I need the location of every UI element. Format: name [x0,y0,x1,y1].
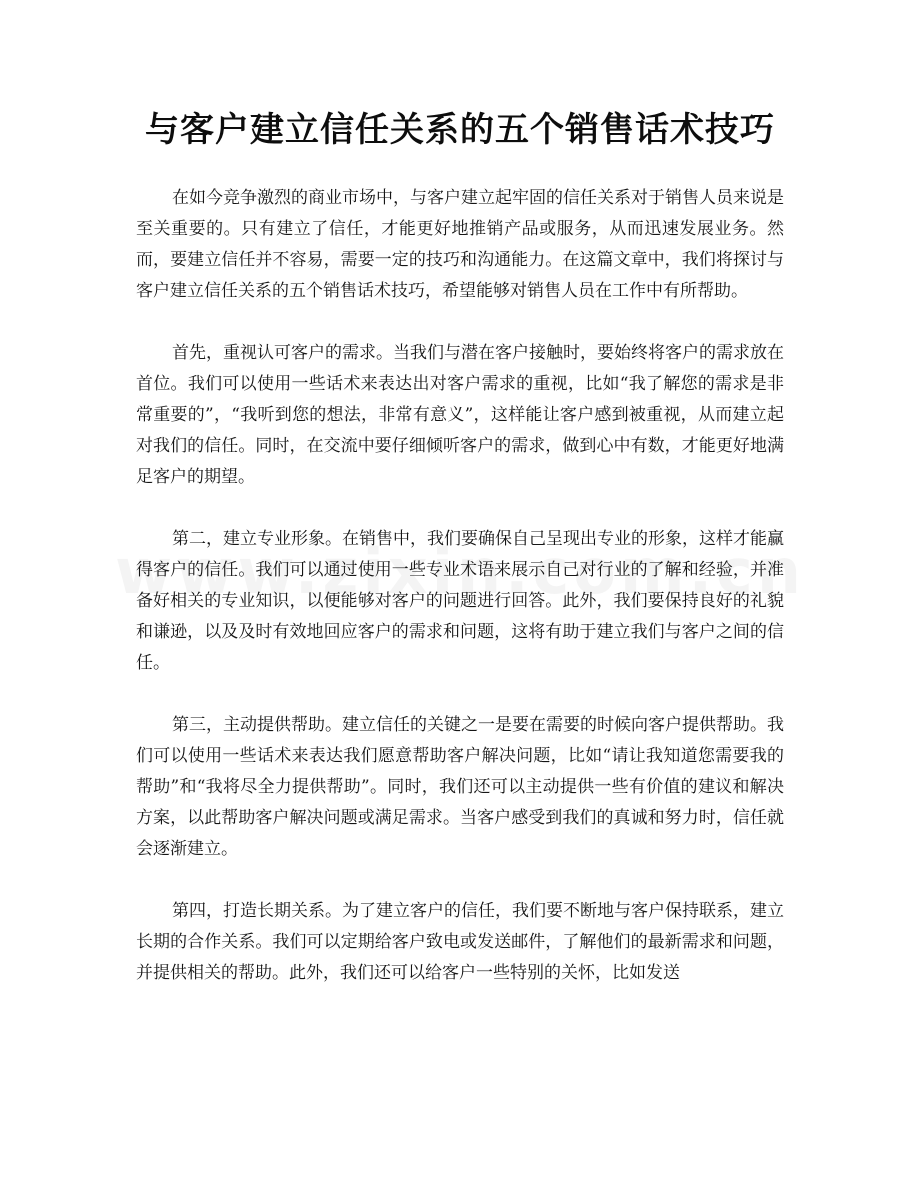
paragraph-fourth-tip: 第四，打造长期关系。为了建立客户的信任，我们要不断地与客户保持联系，建立长期的合作关系。我们可以定期给客户致电或发送邮件，了解他们的最新需求和问题，并提供相关的帮助。此外，我们还可以给客户一些特别的关怀，比如发送 [136,901,784,983]
paragraph-intro: 在如今竞争激烈的商业市场中，与客户建立起牢固的信任关系对于销售人员来说是至关重要的。只有建立了信任，才能更好地推销产品或服务，从而迅速发展业务。然而，要建立信任并不容易，需要一定的技巧和沟通能力。在这篇文章中，我们将探讨与客户建立信任关系的五个销售话术技巧，希望能够对销售人员在工作中有所帮助。 [136,188,784,301]
paragraph-third-tip: 第三，主动提供帮助。建立信任的关键之一是要在需要的时候向客户提供帮助。我们可以使用一些话术来表达我们愿意帮助客户解决问题，比如“请让我知道您需要我的帮助”和“我将尽全力提供帮助”。同时，我们还可以主动提供一些有价值的建议和解决方案，以此帮助客户解决问题或满足需求。当客户感受到我们的真诚和努力时，信任就会逐渐建立。 [136,715,784,859]
paragraph-first-tip: 首先，重视认可客户的需求。当我们与潜在客户接触时，要始终将客户的需求放在首位。我们可以使用一些话术来表达出对客户需求的重视，比如“我了解您的需求是非常重要的”，“我听到您的想法，非常有意义”，这样能让客户感到被重视，从而建立起对我们的信任。同时，在交流中要仔细倾听客户的需求，做到心中有数，才能更好地满足客户的期望。 [136,343,784,487]
document-body [136,183,784,1020]
paragraph-second-tip: 第二，建立专业形象。在销售中，我们要确保自己呈现出专业的形象，这样才能赢得客户的信任。我们可以通过使用一些专业术语来展示自己对行业的了解和经验，并准备好相关的专业知识，以便能够对客户的问题进行回答。此外，我们要保持良好的礼貌和谦逊，以及及时有效地回应客户的需求和问题，这将有助于建立我们与客户之间的信任。 [136,529,784,673]
document-title: 与客户建立信任关系的五个销售话术技巧 [145,110,775,150]
